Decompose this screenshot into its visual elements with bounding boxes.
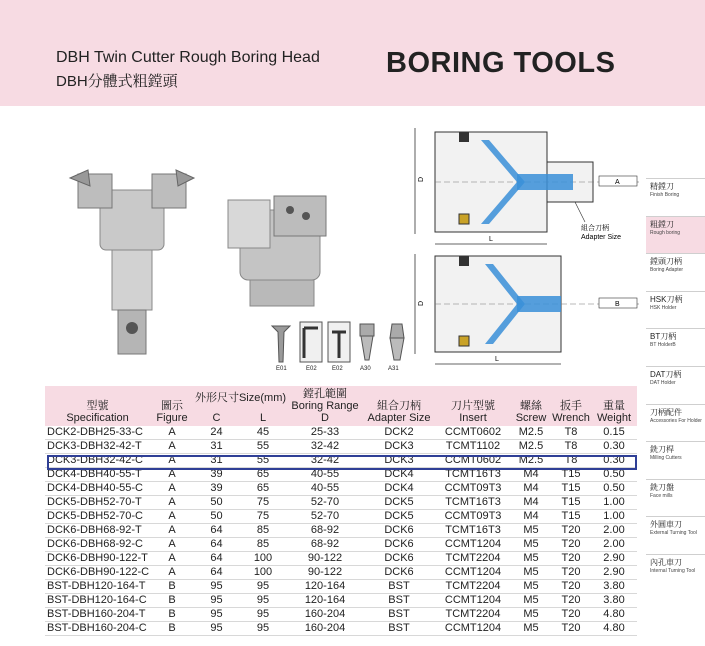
cell-insert: TCMT2204 <box>445 552 501 565</box>
cell-adapter: BST <box>388 608 410 621</box>
cell-spec: DCK2-DBH25-33-C <box>47 426 143 439</box>
sidebar-item-label: BT刀柄 <box>650 332 677 342</box>
cell-screw: M5 <box>523 524 539 537</box>
cell-spec: BST-DBH120-164-T <box>47 580 146 593</box>
cell-insert: TCMT1102 <box>445 440 501 453</box>
cell-figure: A <box>168 552 176 565</box>
table-row <box>45 608 637 622</box>
tool-label-1: E01 <box>276 366 287 372</box>
cell-figure: B <box>168 608 176 621</box>
table-row <box>45 524 637 538</box>
header-size-l: L <box>259 412 267 424</box>
sidebar-item-sublabel: External Turning Tool <box>650 530 697 537</box>
header-figure: 圖示 Figure <box>156 400 188 424</box>
header-screw: 螺絲 Screw <box>515 400 547 424</box>
cell-spec: DCK4-DBH40-55-T <box>47 468 142 481</box>
page-title: DBH Twin Cutter Rough Boring Head <box>56 49 320 66</box>
specification-table <box>45 386 637 636</box>
sidebar-item-label: DAT刀柄 <box>650 369 682 379</box>
category-sidebar <box>646 178 705 646</box>
cell-weight: 0.15 <box>603 426 625 439</box>
cell-size-l: 95 <box>256 608 270 621</box>
boring-head-photo-1 <box>70 170 194 354</box>
cell-boring-range: 32-42 <box>310 454 340 467</box>
sidebar-item[interactable] <box>646 554 705 592</box>
cell-wrench: T15 <box>561 482 581 495</box>
cell-spec: DCK3-DBH32-42-C <box>47 454 143 467</box>
cell-figure: A <box>168 454 176 467</box>
wrench-icon <box>300 322 322 372</box>
adapter-label-en: Adapter Size <box>581 234 622 241</box>
sidebar-item-label: 鏜頭刀柄 <box>650 257 682 267</box>
cell-boring-range: 90-122 <box>307 552 343 565</box>
sidebar-item-label: 內孔車刀 <box>650 557 682 567</box>
cell-screw: M4 <box>523 496 539 509</box>
cell-figure: A <box>168 440 176 453</box>
sidebar-item[interactable] <box>646 291 705 329</box>
sidebar-item-label: 精鏜刀 <box>650 182 674 191</box>
cell-adapter: DCK3 <box>384 454 414 467</box>
cell-weight: 0.50 <box>603 468 625 481</box>
technical-drawings <box>405 118 645 376</box>
tool-label-2: E02 <box>306 366 317 372</box>
cell-size-c: 31 <box>210 454 223 467</box>
cell-size-l: 85 <box>256 538 270 551</box>
cell-size-c: 95 <box>210 594 223 607</box>
sidebar-item[interactable] <box>646 441 705 479</box>
cell-adapter: BST <box>388 580 410 593</box>
cell-wrench: T15 <box>561 510 581 523</box>
cell-boring-range: 40-55 <box>310 468 340 481</box>
cell-screw: M5 <box>523 608 539 621</box>
adapter-label-zh: 組合刀柄 <box>581 225 609 232</box>
cell-size-l: 85 <box>256 524 270 537</box>
cell-wrench: T20 <box>561 566 581 579</box>
cell-size-c: 50 <box>210 510 223 523</box>
sidebar-item-sublabel: Internal Turning Tool <box>650 567 696 574</box>
boring-head-photo-2 <box>228 196 326 306</box>
cell-screw: M4 <box>523 510 539 523</box>
cell-wrench: T8 <box>564 440 578 453</box>
cell-boring-range: 52-70 <box>310 496 340 509</box>
table-row <box>45 454 637 468</box>
cell-screw: M2.5 <box>518 440 544 453</box>
cell-weight: 0.30 <box>603 454 625 467</box>
screw-icon <box>272 326 290 372</box>
cell-figure: B <box>168 580 176 593</box>
cell-weight: 1.00 <box>603 510 625 523</box>
cell-boring-range: 120-164 <box>304 594 346 607</box>
cell-insert: CCMT0602 <box>444 426 502 439</box>
label-a: A <box>615 179 620 186</box>
header-wrench: 扳手 Wrench <box>552 400 590 424</box>
table-row <box>45 538 637 552</box>
label-b: B <box>615 301 620 308</box>
sidebar-item-label: HSK刀柄 <box>650 294 683 304</box>
cell-insert: CCMT09T3 <box>444 510 502 523</box>
cell-size-c: 64 <box>210 524 223 537</box>
sidebar-item-sublabel: Boring Adapter <box>650 267 684 274</box>
cell-weight: 4.80 <box>603 622 625 635</box>
cell-figure: A <box>168 496 176 509</box>
header-size: 外形尺寸Size(mm) <box>194 392 287 404</box>
sidebar-item[interactable] <box>646 404 705 442</box>
cell-adapter: DCK5 <box>384 496 414 509</box>
cell-spec: DCK6-DBH68-92-T <box>47 524 142 537</box>
dimension-l-b: L <box>495 356 499 363</box>
cell-boring-range: 52-70 <box>310 510 340 523</box>
cell-size-l: 55 <box>256 440 270 453</box>
cell-weight: 2.00 <box>603 538 625 551</box>
adapter-a30-icon <box>360 324 374 372</box>
cell-adapter: DCK6 <box>384 524 414 537</box>
cell-weight: 0.30 <box>603 440 625 453</box>
cell-boring-range: 32-42 <box>310 440 340 453</box>
cell-figure: A <box>168 468 176 481</box>
cell-wrench: T20 <box>561 594 581 607</box>
cell-boring-range: 120-164 <box>304 580 346 593</box>
table-body <box>45 426 637 636</box>
cell-boring-range: 68-92 <box>310 538 340 551</box>
drawing-a <box>415 128 641 244</box>
cell-screw: M5 <box>523 566 539 579</box>
table-row <box>45 468 637 482</box>
cell-size-l: 45 <box>256 426 270 439</box>
cell-adapter: DCK6 <box>384 538 414 551</box>
sidebar-item-sublabel: DAT Holder <box>650 379 676 386</box>
cell-size-l: 75 <box>256 510 270 523</box>
sidebar-item[interactable] <box>646 366 705 404</box>
cell-spec: BST-DBH160-204-T <box>47 608 146 621</box>
table-row <box>45 622 637 636</box>
drawing-b <box>415 254 641 364</box>
cell-adapter: DCK6 <box>384 552 414 565</box>
cell-adapter: BST <box>388 622 410 635</box>
cell-insert: CCMT09T3 <box>444 482 502 495</box>
sidebar-item-label: 銑刀桿 <box>650 445 674 455</box>
cell-adapter: DCK3 <box>384 440 414 453</box>
cell-wrench: T20 <box>561 608 581 621</box>
sidebar-item[interactable] <box>646 253 705 291</box>
cell-figure: A <box>168 538 176 551</box>
table-row <box>45 566 637 580</box>
tool-label-3: E02 <box>332 366 343 372</box>
sidebar-item-label: 外圓車刀 <box>650 520 682 530</box>
cell-spec: DCK6-DBH90-122-C <box>47 566 150 579</box>
cell-size-l: 75 <box>256 496 270 509</box>
sidebar-item[interactable] <box>646 328 705 366</box>
cell-wrench: T20 <box>561 622 581 635</box>
cell-adapter: DCK6 <box>384 566 414 579</box>
table-row <box>45 496 637 510</box>
sidebar-item-sublabel: BT HolderB <box>650 342 676 349</box>
sidebar-item-sublabel: Finish Boring <box>650 192 680 198</box>
adapter-a31-icon <box>388 324 404 372</box>
cell-size-c: 50 <box>210 496 223 509</box>
cell-size-c: 95 <box>210 580 223 593</box>
table-row <box>45 594 637 608</box>
cell-insert: TCMT2204 <box>445 580 501 593</box>
cell-size-l: 100 <box>253 552 273 565</box>
cell-boring-range: 40-55 <box>310 482 340 495</box>
cell-size-c: 39 <box>210 482 223 495</box>
cell-insert: CCMT0602 <box>444 454 502 467</box>
cell-size-l: 65 <box>256 482 270 495</box>
tool-label-4: A30 <box>360 366 371 372</box>
cell-figure: A <box>168 482 176 495</box>
cell-insert: CCMT1204 <box>444 622 502 635</box>
cell-wrench: T15 <box>561 468 581 481</box>
cell-wrench: T15 <box>561 496 581 509</box>
brand-heading: BORING TOOLS <box>386 47 616 79</box>
cell-size-c: 39 <box>210 468 223 481</box>
cell-boring-range: 25-33 <box>310 426 340 439</box>
dimension-d-b: D <box>418 300 425 306</box>
cell-insert: TCMT2204 <box>445 608 501 621</box>
cell-insert: TCMT16T3 <box>445 524 501 537</box>
table-header <box>45 386 637 426</box>
header-banner <box>0 0 705 106</box>
cell-size-l: 95 <box>256 622 270 635</box>
cell-spec: DCK5-DBH52-70-C <box>47 510 143 523</box>
cell-spec: BST-DBH120-164-C <box>47 594 147 607</box>
header-size-c: C <box>212 412 221 424</box>
cell-size-c: 95 <box>210 608 223 621</box>
sidebar-item-sublabel: Accessories For Holder <box>650 417 702 424</box>
table-row <box>45 426 637 440</box>
cell-size-l: 95 <box>256 594 270 607</box>
sidebar-item-sublabel: Face mills <box>650 492 673 499</box>
cell-spec: DCK6-DBH90-122-T <box>47 552 148 565</box>
table-row <box>45 552 637 566</box>
cell-wrench: T8 <box>564 454 578 467</box>
cell-size-c: 24 <box>210 426 223 439</box>
cell-size-l: 100 <box>253 566 273 579</box>
cell-weight: 4.80 <box>603 608 625 621</box>
cell-size-c: 95 <box>210 622 223 635</box>
accessory-tools <box>268 318 418 372</box>
cell-size-c: 64 <box>210 552 223 565</box>
header-adapter-size: 組合刀柄 Adapter Size <box>367 400 431 424</box>
sidebar-item-label: 刀柄配件 <box>650 407 682 417</box>
cell-screw: M4 <box>523 482 539 495</box>
cell-spec: DCK4-DBH40-55-C <box>47 482 143 495</box>
cell-wrench: T20 <box>561 524 581 537</box>
cell-boring-range: 68-92 <box>310 524 340 537</box>
cell-figure: A <box>168 524 176 537</box>
cell-figure: A <box>168 426 176 439</box>
cell-spec: DCK6-DBH68-92-C <box>47 538 143 551</box>
cell-insert: TCMT16T3 <box>445 468 501 481</box>
header-weight: 重量 Weight <box>596 400 632 424</box>
cell-adapter: DCK5 <box>384 510 414 523</box>
sidebar-item-label: 銑刀盤 <box>650 482 674 492</box>
cell-screw: M5 <box>523 622 539 635</box>
cell-screw: M5 <box>523 552 539 565</box>
sidebar-item[interactable] <box>646 516 705 554</box>
table-row <box>45 482 637 496</box>
cell-spec: DCK3-DBH32-42-T <box>47 440 142 453</box>
cell-adapter: DCK2 <box>384 426 414 439</box>
cell-weight: 1.00 <box>603 496 625 509</box>
cell-spec: BST-DBH160-204-C <box>47 622 147 635</box>
dimension-l-a: L <box>489 236 493 243</box>
cell-screw: M5 <box>523 580 539 593</box>
cell-weight: 2.90 <box>603 552 625 565</box>
cell-size-l: 65 <box>256 468 270 481</box>
cell-size-c: 64 <box>210 566 223 579</box>
cell-spec: DCK5-DBH52-70-T <box>47 496 142 509</box>
header-specification: 型號 Specification <box>66 400 129 424</box>
cell-screw: M2.5 <box>518 426 544 439</box>
cell-adapter: DCK4 <box>384 468 414 481</box>
cell-weight: 0.50 <box>603 482 625 495</box>
table-row <box>45 510 637 524</box>
cell-boring-range: 160-204 <box>304 622 346 635</box>
cell-screw: M4 <box>523 468 539 481</box>
page-title-zh: DBH分體式粗鏜頭 <box>56 73 178 90</box>
cell-adapter: DCK4 <box>384 482 414 495</box>
cell-wrench: T8 <box>564 426 578 439</box>
sidebar-item-label: 粗鏜刀 <box>650 219 674 229</box>
cell-screw: M2.5 <box>518 454 544 467</box>
cell-insert: CCMT1204 <box>444 566 502 579</box>
cell-size-c: 31 <box>210 440 223 453</box>
cell-figure: B <box>168 594 176 607</box>
cell-weight: 2.00 <box>603 524 625 537</box>
sidebar-item[interactable] <box>646 216 705 254</box>
cell-boring-range: 160-204 <box>304 608 346 621</box>
cell-size-l: 55 <box>256 454 270 467</box>
sidebar-item-sublabel: HSK Holder <box>650 304 677 311</box>
cell-wrench: T20 <box>561 580 581 593</box>
header-insert: 刀片型號 Insert <box>451 400 495 424</box>
cell-screw: M5 <box>523 594 539 607</box>
cell-weight: 3.80 <box>603 580 625 593</box>
dimension-d-a: D <box>418 176 425 182</box>
cell-insert: TCMT16T3 <box>445 496 501 509</box>
key-wrench-icon <box>328 322 350 372</box>
sidebar-item[interactable] <box>646 479 705 517</box>
cell-boring-range: 90-122 <box>307 566 343 579</box>
cell-insert: CCMT1204 <box>444 538 502 551</box>
cell-screw: M5 <box>523 538 539 551</box>
cell-figure: A <box>168 510 176 523</box>
cell-wrench: T20 <box>561 538 581 551</box>
cell-adapter: BST <box>388 594 410 607</box>
cell-weight: 3.80 <box>603 594 625 607</box>
cell-weight: 2.90 <box>603 566 625 579</box>
sidebar-item[interactable] <box>646 178 705 216</box>
sidebar-item-sublabel: Rough boring <box>650 229 681 236</box>
cell-wrench: T20 <box>561 552 581 565</box>
cell-insert: CCMT1204 <box>444 594 502 607</box>
cell-figure: A <box>168 566 176 579</box>
table-row <box>45 580 637 594</box>
sidebar-item-sublabel: Milling Cutters <box>650 455 682 462</box>
cell-figure: B <box>168 622 176 635</box>
table-row <box>45 440 637 454</box>
tool-label-5: A31 <box>388 366 399 372</box>
cell-size-l: 95 <box>256 580 270 593</box>
header-boring-range: 鏜孔範圍 Boring Range D <box>291 388 359 424</box>
cell-size-c: 64 <box>210 538 223 551</box>
